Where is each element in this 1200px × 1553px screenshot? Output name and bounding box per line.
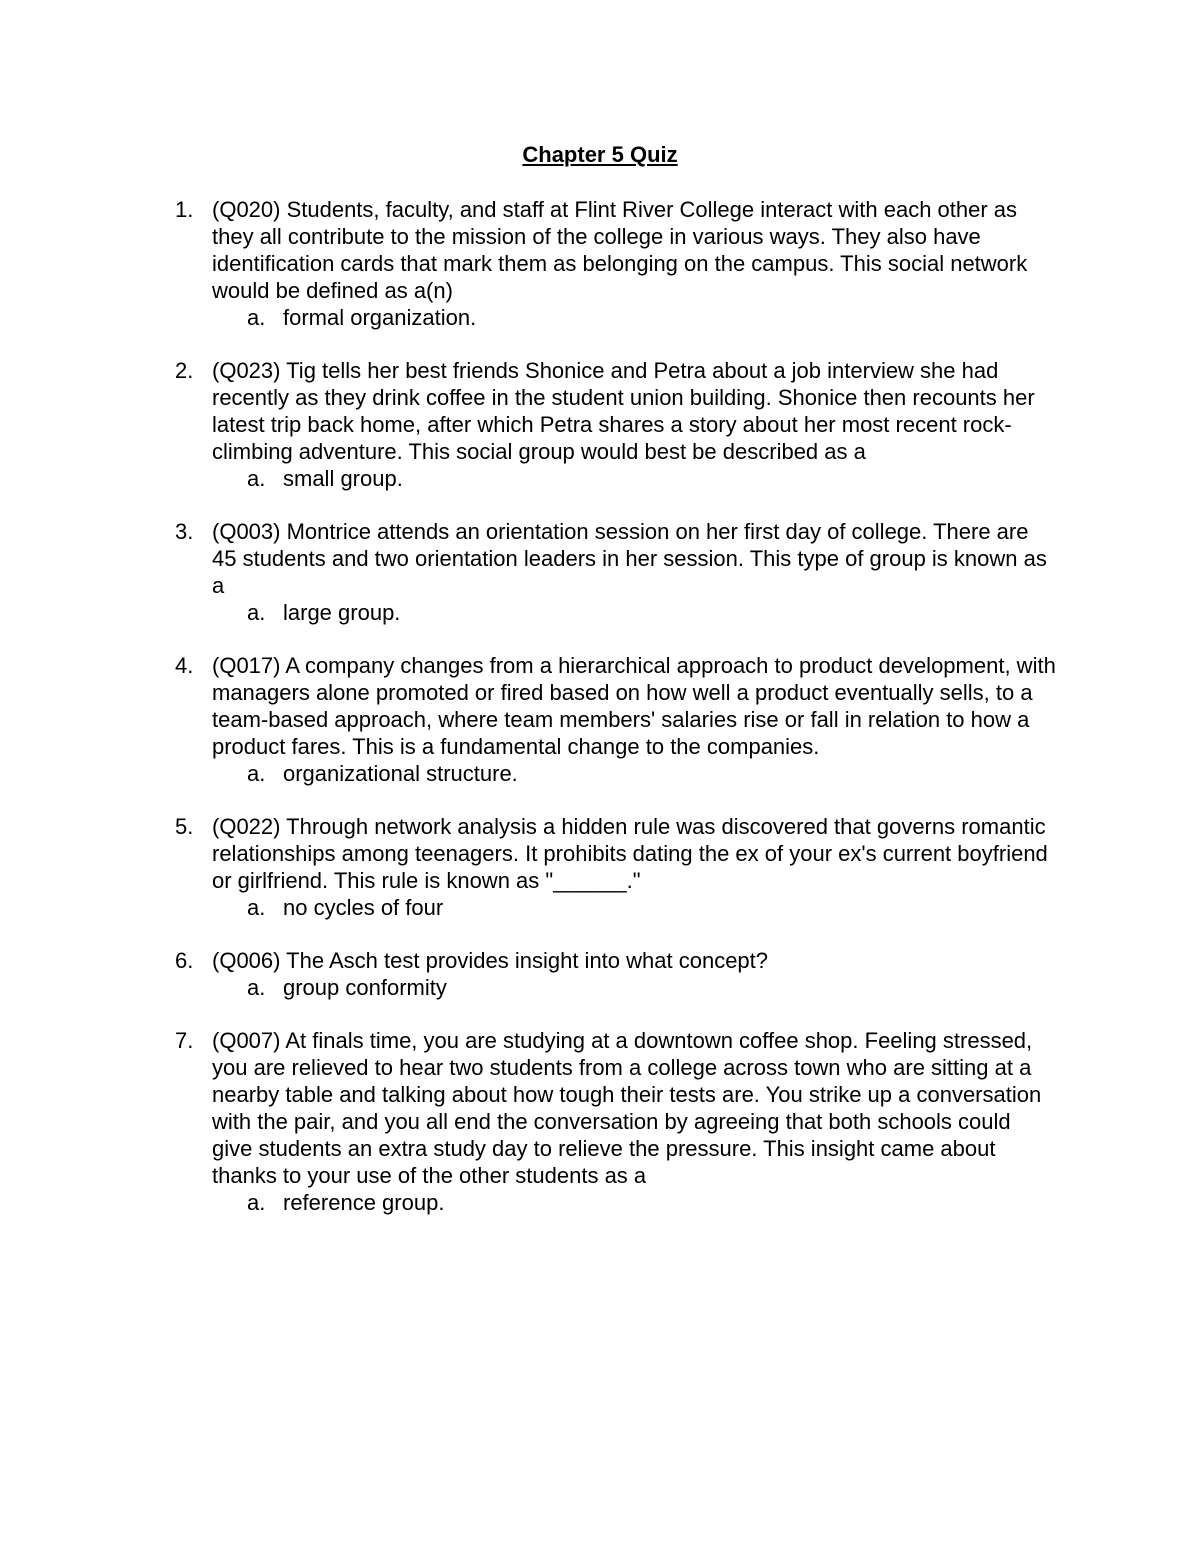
answer-text: no cycles of four (283, 895, 444, 920)
question-text: (Q023) Tig tells her best friends Shonice and Petra about a job interview she had recently as they drink coffee in the student union building. Shonice then recounts her latest trip back home, after which Petra shares a story about her most recent rock-climbing adventure. This social group would best be described as a (212, 358, 1035, 464)
question-text: (Q022) Through network analysis a hidden rule was discovered that governs romantic relationships among teenagers. It prohibits dating the ex of your ex's current boyfriend or girlfriend. This rule is known as "______." (212, 814, 1048, 893)
question-list (0, 196, 1200, 1242)
answer-item (0, 974, 1200, 1001)
question-item (0, 196, 1200, 331)
answer-text: formal organization. (283, 305, 477, 330)
question-number: 5. (175, 814, 194, 839)
answer-item (0, 1189, 1200, 1216)
answer-item (0, 599, 1200, 626)
question-number: 3. (175, 519, 194, 544)
answer-text: organizational structure. (283, 761, 518, 786)
question-text: (Q017) A company changes from a hierarchical approach to product development, with managers alone promoted or fired based on how well a product eventually sells, to a team-based approach, where team members' salaries rise or fall in relation to how a product fares. This is a fundamental change to the companies. (212, 653, 1056, 759)
question-item (0, 652, 1200, 787)
answer-text: small group. (283, 466, 403, 491)
answer-letter: a. (247, 1190, 266, 1215)
question-item (0, 947, 1200, 1001)
answer-letter: a. (247, 466, 266, 491)
question-text: (Q003) Montrice attends an orientation session on her first day of college. There are 45 students and two orientation leaders in her session. This type of group is known as a (212, 519, 1047, 598)
question-number: 6. (175, 948, 194, 973)
question-number: 4. (175, 653, 194, 678)
question-text: (Q007) At finals time, you are studying at a downtown coffee shop. Feeling stressed, you are relieved to hear two students from a college across town who are sitting at a nearby table and talking about how tough their tests are. You strike up a conversation with the pair, and you all end the conversation by agreeing that both schools could give students an extra study day to relieve the pressure. This insight came about thanks to your use of the other students as a (212, 1028, 1042, 1188)
question-number: 1. (175, 197, 194, 222)
question-item (0, 1027, 1200, 1216)
question-item (0, 518, 1200, 626)
question-text: (Q020) Students, faculty, and staff at Flint River College interact with each other as they all contribute to the mission of the college in various ways. They also have identification cards that mark them as belonging on the campus. This social network would be defined as a(n) (212, 197, 1028, 303)
answer-text: group conformity (283, 975, 447, 1000)
answer-letter: a. (247, 600, 266, 625)
answer-item (0, 465, 1200, 492)
answer-letter: a. (247, 975, 266, 1000)
answer-text: large group. (283, 600, 401, 625)
answer-letter: a. (247, 895, 266, 920)
question-item (0, 813, 1200, 921)
answer-item (0, 894, 1200, 921)
question-number: 2. (175, 358, 194, 383)
answer-item (0, 760, 1200, 787)
question-text: (Q006) The Asch test provides insight into what concept? (212, 948, 769, 973)
answer-text: reference group. (283, 1190, 445, 1215)
answer-item (0, 304, 1200, 331)
answer-letter: a. (247, 305, 266, 330)
answer-letter: a. (247, 761, 266, 786)
question-number: 7. (175, 1028, 194, 1053)
question-item (0, 357, 1200, 492)
page-title: Chapter 5 Quiz (522, 142, 678, 167)
